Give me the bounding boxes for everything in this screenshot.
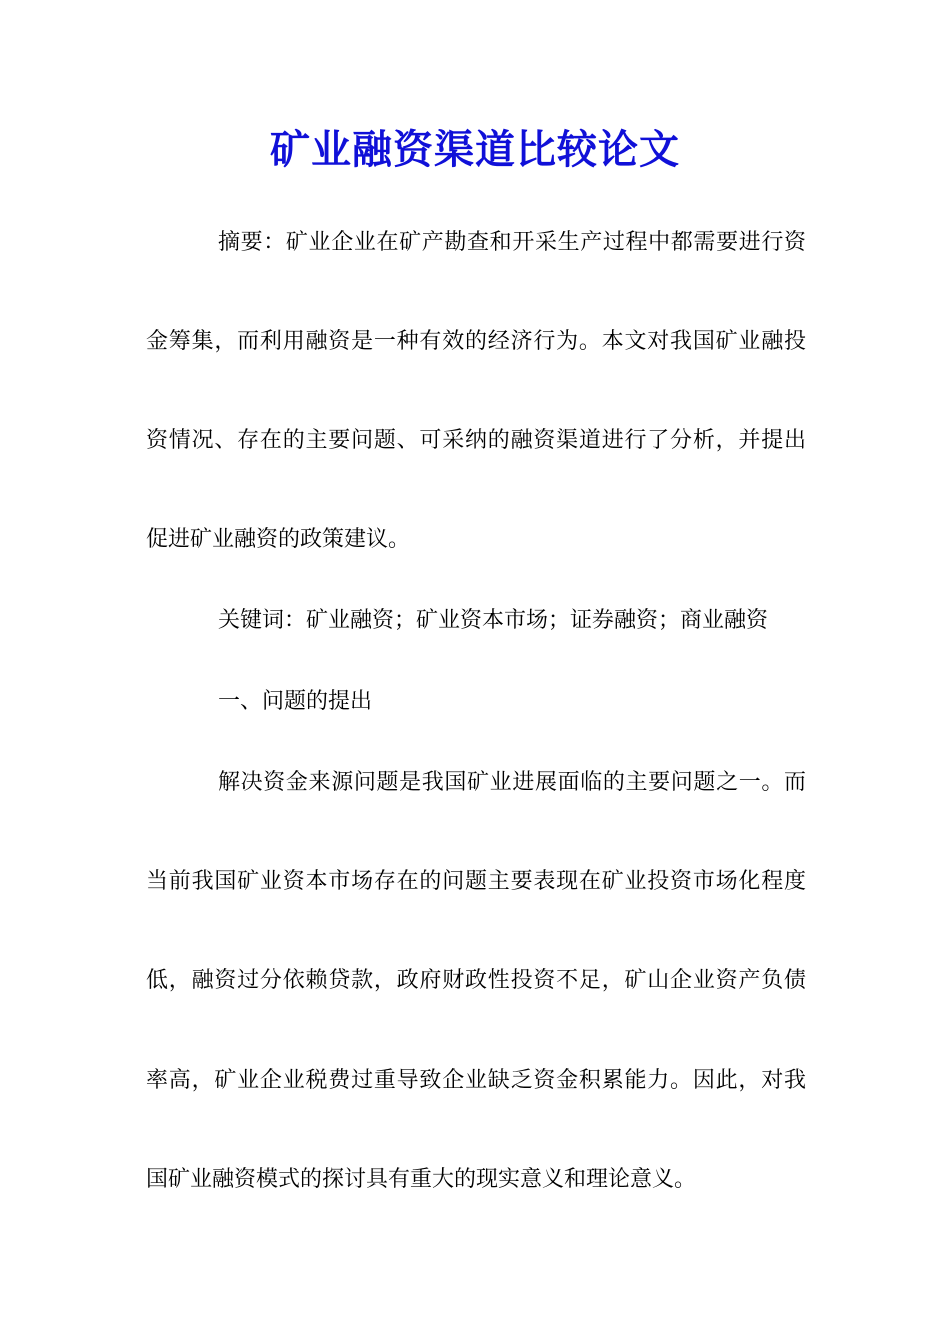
abstract-line-2: 金筹集，而利用融资是一种有效的经济行为。本文对我国矿业融投: [146, 329, 806, 354]
body-line-1: 解决资金来源问题是我国矿业进展面临的主要问题之一。而: [218, 770, 806, 795]
document-title: 矿业融资渠道比较论文: [270, 126, 680, 173]
section-heading: 一、问题的提出: [218, 689, 373, 714]
body-line-3: 低，融资过分依赖贷款，政府财政性投资不足，矿山企业资产负债: [146, 968, 806, 993]
abstract-line-1: 摘要：矿业企业在矿产勘查和开采生产过程中都需要进行资: [218, 230, 806, 255]
body-line-2: 当前我国矿业资本市场存在的问题主要表现在矿业投资市场化程度: [146, 869, 806, 894]
keywords-line: 关键词：矿业融资；矿业资本市场；证券融资；商业融资: [218, 608, 769, 633]
abstract-line-4: 促进矿业融资的政策建议。: [146, 527, 411, 552]
abstract-line-3: 资情况、存在的主要问题、可采纳的融资渠道进行了分析，并提出: [146, 428, 806, 453]
body-line-4: 率高，矿业企业税费过重导致企业缺乏资金积累能力。因此，对我: [146, 1068, 806, 1093]
body-line-5: 国矿业融资模式的探讨具有重大的现实意义和理论意义。: [146, 1167, 697, 1192]
